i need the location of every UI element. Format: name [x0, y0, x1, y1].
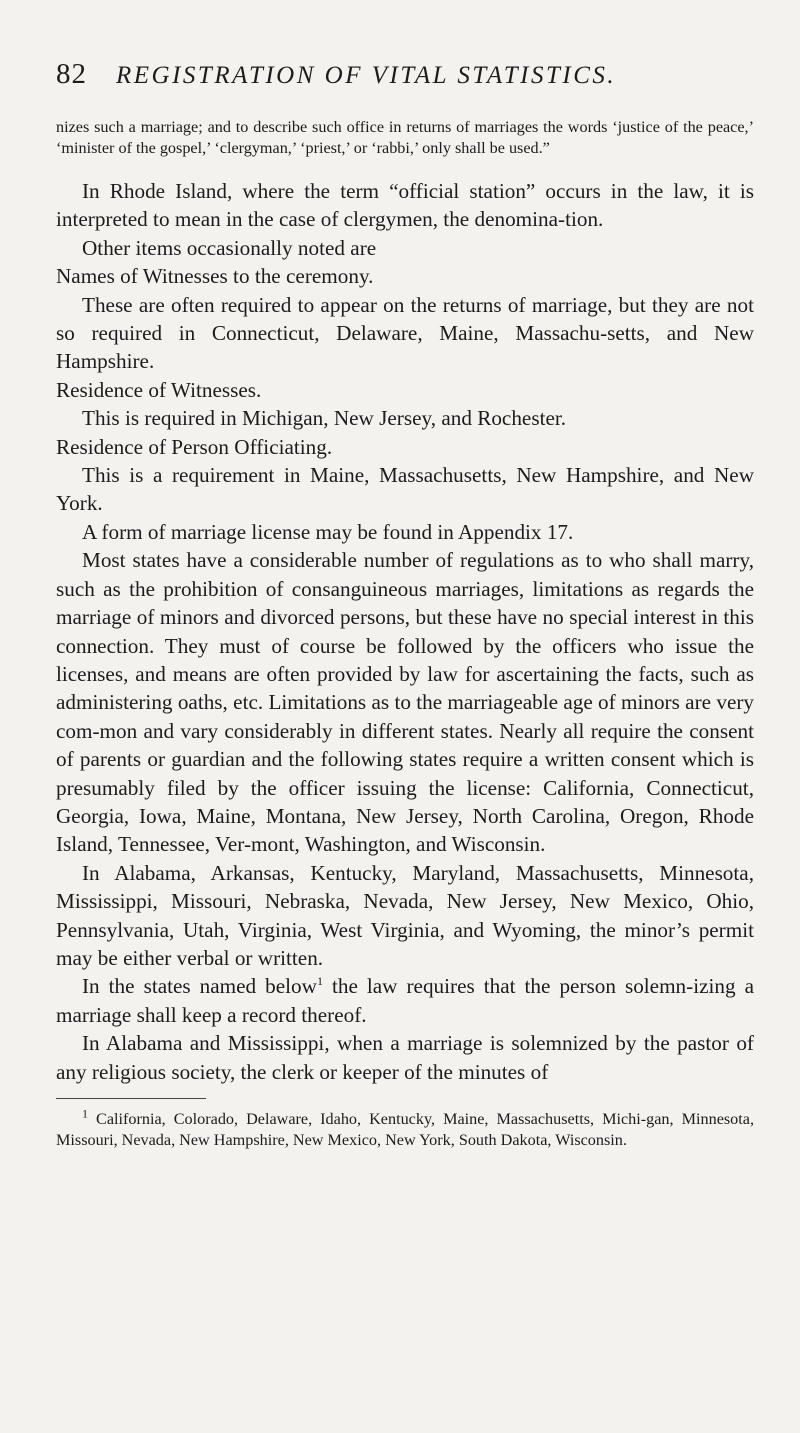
paragraph-residence-of-officiant: This is a requirement in Maine, Massachusetts, New Hampshire, and New York. — [56, 463, 754, 516]
footnote-divider — [56, 1098, 206, 1099]
footnote-reference: 1 — [316, 974, 323, 989]
footnote — [56, 1106, 754, 1151]
paragraph-pastor-clerk: In Alabama and Mississippi, when a marriage is solemnized by the pastor of any religious society, the clerk or keeper of the minutes of — [56, 1031, 754, 1084]
running-title: REGISTRATION OF VITAL STATISTICS. — [116, 62, 617, 89]
heading-names-of-witnesses: Names of Witnesses to the ceremony. — [56, 264, 374, 289]
footnote-marker: 1 — [82, 1106, 88, 1121]
paragraph-rhode-island: In Rhode Island, where the term “official station” occurs in the law, it is interpreted to mean in the case of clergymen, the denomina-tion. — [56, 179, 754, 232]
paragraph-names-of-witnesses: These are often required to appear on the returns of marriage, but they are not so required in Connecticut, Delaware, Maine, Massachu-setts, and New Hampshire. — [56, 292, 754, 374]
paragraph-minors-permit: In Alabama, Arkansas, Kentucky, Maryland, Massachusetts, Minnesota, Mississippi, Missouri, Nebraska, Nevada, New Jersey, New Mexico, Ohio, Pennsylvania, Utah, Virginia, West Virginia, and Wyoming, the minor’s permit may be either verbal or written. — [56, 860, 754, 970]
record-keeping-text-end: the law requires that the person solemn-izing a marriage shall keep a record thereof. — [56, 974, 754, 1027]
paragraph-other-items: Other items occasionally noted are — [82, 235, 377, 260]
footnote-text: California, Colorado, Delaware, Idaho, Kentucky, Maine, Massachusetts, Michi-gan, Minnesota, Missouri, Nevada, New Hampshire, New Mexico, New York, South Dakota, Wisconsin. — [56, 1110, 754, 1149]
paragraph-most-states: Most states have a considerable number of regulations as to who shall marry, such as the prohibition of consanguineous marriages, limitations as regards the marriage of minors and divorced persons, but these have no special interest in this connection. They must of course be followed by the officers who issue the licenses, and means are often provided by law for ascertaining the facts, such as administering oaths, etc. Limitations as to the marriageable age of minors are very com-mon and vary considerably in different states. Nearly all require the consent of parents or guardian and the following states require a written consent which is presumably filed by the officer issuing the license: California, Connecticut, Georgia, Iowa, Maine, Montana, New Jersey, North Carolina, Oregon, Rhode Island, Tennessee, Ver-mont, Washington, and Wisconsin. — [56, 548, 754, 857]
page-body — [56, 117, 754, 1151]
heading-residence-of-witnesses: Residence of Witnesses. — [56, 377, 262, 402]
quote-continuation: nizes such a marriage; and to describe such office in returns of marriages the words ‘justice of the peace,’ ‘minister of the gospel,’ ‘clergyman,’ ‘priest,’ or ‘rabbi,’ only shall be used.” — [56, 118, 754, 157]
paragraph-record-keeping — [56, 972, 754, 1029]
heading-residence-of-officiant: Residence of Person Officiating. — [56, 434, 333, 459]
paragraph-form-of-license: A form of marriage license may be found in Appendix 17. — [82, 519, 574, 544]
page-number: 82 — [56, 58, 87, 90]
record-keeping-text-start: In the states named below — [82, 974, 317, 999]
paragraph-residence-of-witnesses: This is required in Michigan, New Jersey, and Rochester. — [82, 406, 567, 431]
